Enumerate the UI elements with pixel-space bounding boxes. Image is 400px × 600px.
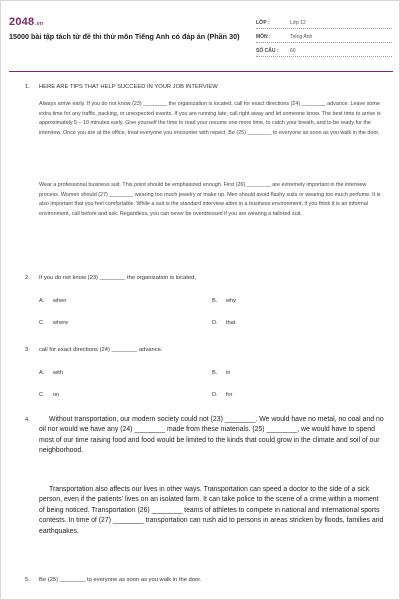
passage-paragraph: Wear a professional business suit. This point should be emphasized enough. First (26) ________ are extremely important in the interview process. Women should (27) ________ wearing too much jewelry or make up. Men should avoid flashy suits or wearing too much perfume. It is also important that you feel comfortable. While a suit is the standard interview attire in a business environment, if you think it is an informal environment, call before and ask. Regardless, you can never be overdressed if you are wearing a tailored suit.: [39, 182, 381, 217]
answer-option[interactable]: [212, 392, 233, 398]
option-text: when: [53, 298, 67, 304]
question-stem: HERE ARE TIPS THAT HELP SUCCEED IN YOUR JOB INTERVIEW: [39, 84, 218, 90]
meta-key: SỐ CÂU :: [256, 48, 279, 54]
meta-row-subject: [256, 29, 392, 43]
answer-option[interactable]: [39, 298, 66, 304]
option-letter: A.: [39, 298, 45, 304]
meta-row-count: [256, 43, 392, 57]
logo-suffix: .vn: [35, 21, 44, 27]
option-letter: D.: [212, 320, 218, 326]
page-title: 15000 bài tập tách từ đề thi thử môn Tiếng Anh có đáp án (Phần 30): [9, 32, 240, 41]
option-letter: D.: [212, 392, 218, 398]
meta-key: LỚP :: [256, 20, 270, 26]
answer-option[interactable]: [39, 370, 63, 376]
option-text: that: [226, 320, 236, 326]
option-letter: A.: [39, 370, 45, 376]
passage-paragraph: Without transportation, our modern society could not (23) ________. We would have no metal, no coal and no oil nor would we have any (24) ________ made from these materials. (25) ________, we would have to spend most of our time raising food and food would be limited to the kinds that could grow in the climate and soil of our neighborhood.: [39, 416, 384, 455]
logo-text: 2048: [9, 16, 35, 28]
question-stem: Be (25) ________ to everyone as soon as you walk in the door.: [39, 577, 202, 583]
header-divider: [9, 71, 393, 72]
meta-value: 60: [290, 48, 296, 54]
meta-box: [256, 15, 392, 57]
passage-paragraph: Always arrive early. If you do not know (23) ________ the organization is located, call for exact directions (24) ________ advance. Leave some extra time for any traffic, packing, or unexpected events. If you are running late, call right away and let someone know. The best time to arrive is approximately 5 – 10 minutes early. Give yourself the time to read your resume one more time, to catch your breath, and to be ready for the interview. Once you are at the office, treat everyone you encounter with repect. Be (25) ________ to everyone as soon as you walk in the door.: [39, 101, 381, 136]
answer-option[interactable]: [212, 370, 230, 376]
document-header: [9, 9, 393, 67]
passage-paragraph: Transportation also affects our lives in other ways. Transportation can speed a doctor to the side of a sick person, even if the patients' lives on an isolated farm. It can take police to the scene of a crime within a moment of being noticed. Transportation (26) ________ teams of athletes to compete in national and international sports contests. In time of (27) ________ transportation can rush aid to persons in areas stricken by floods, families and earthquakes.: [39, 486, 384, 535]
option-letter: B.: [212, 370, 218, 376]
option-letter: C.: [39, 392, 45, 398]
option-text: where: [53, 320, 69, 326]
option-text: in: [226, 370, 231, 376]
answer-option[interactable]: [212, 320, 235, 326]
question-number: 4.: [25, 417, 30, 423]
option-text: why: [226, 298, 236, 304]
question-number: 2.: [25, 275, 30, 281]
question-number: 5.: [25, 577, 30, 583]
question-stem: call for exact directions (24) ________ advance.: [39, 347, 163, 353]
answer-option[interactable]: [212, 298, 236, 304]
meta-row-class: [256, 15, 392, 29]
site-logo[interactable]: [9, 16, 43, 28]
question-stem: If you do not know (23) ________ the organization is located,: [39, 275, 196, 281]
question-number: 3.: [25, 347, 30, 353]
meta-key: MÔN :: [256, 34, 271, 40]
question-number: 1.: [25, 84, 30, 90]
meta-value: Tiếng Anh: [290, 34, 313, 40]
option-text: on: [53, 392, 60, 398]
answer-option[interactable]: [39, 392, 59, 398]
option-letter: C.: [39, 320, 45, 326]
option-text: for: [226, 392, 233, 398]
meta-value: Lớp 12: [290, 20, 306, 26]
option-letter: B.: [212, 298, 218, 304]
answer-option[interactable]: [39, 320, 68, 326]
option-text: with: [53, 370, 63, 376]
